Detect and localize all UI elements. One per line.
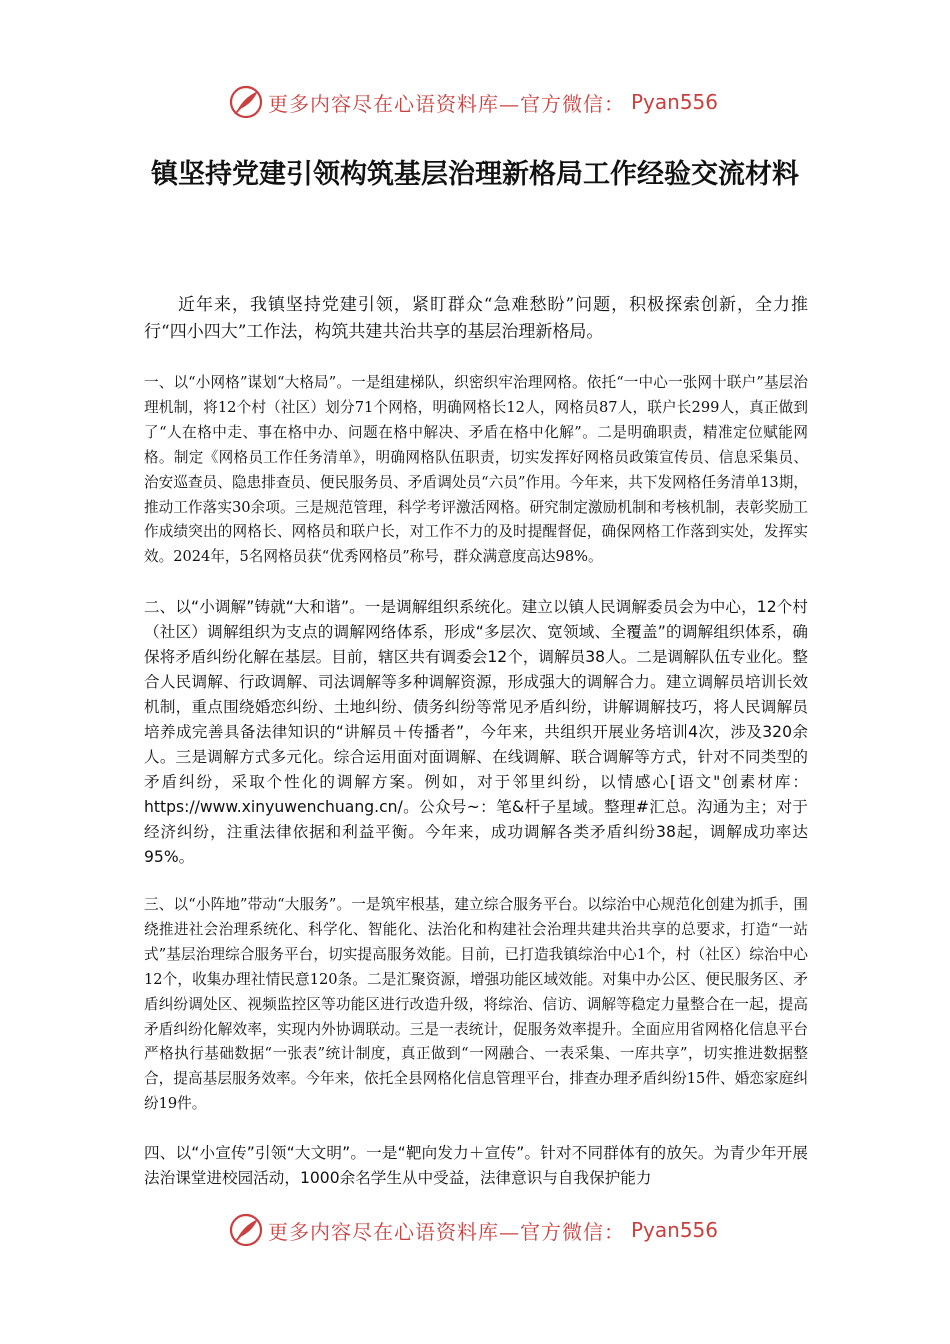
banner-text: 更多内容尽在心语资料库—官方微信：: [268, 1219, 625, 1244]
section-1-paragraph: 一、以“小网格”谋划“大格局”。一是组建梯队，织密织牢治理网格。依托“一中心一张网十联户”基层治理机制，将12个村（社区）划分71个网格，明确网格长12人，网格员87人，联户长299人，真正做到了“人在格中走、事在格中办、问题在格中解决、矛盾在格中化解”。二是明确职责，精准定位赋能网格。制定《网格员工作任务清单》，明确网格队伍职责，切实发挥好网格员政策宣传员、信息采集员、治安巡查员、隐患排查员、便民服务员、矛盾调处员“六员”作用。今年来，共下发网格任务清单13期，推动工作落实30余项。三是规范管理，科学考评激活网格。研究制定激励机制和考核机制，表彰奖励工作成绩突出的网格长、网格员和联户长，对工作不力的及时提醒督促，确保网格工作落到实处，发挥实效。2024年，5名网格员获“优秀网格员”称号，群众满意度高达98%。: [144, 374, 808, 566]
feather-pen-logo-icon: [228, 1212, 264, 1248]
watermark-banner-top: [0, 82, 950, 122]
intro-paragraph: 近年来，我镇坚持党建引领，紧盯群众“急难愁盼”问题，积极探索创新，全力推行“四小四大”工作法，构筑共建共治共享的基层治理新格局。: [144, 295, 808, 342]
banner-wechat-id: Pyan556: [631, 1218, 719, 1242]
watermark-banner-bottom: [0, 1210, 950, 1250]
section-2-paragraph: 二、以“小调解”铸就“大和谐”。一是调解组织系统化。建立以镇人民调解委员会为中心，12个村（社区）调解组织为支点的调解网络体系，形成“多层次、宽领域、全覆盖”的调解组织体系，确保将矛盾纠纷化解在基层。目前，辖区共有调委会12个，调解员38人。二是调解队伍专业化。整合人民调解、行政调解、司法调解等多种调解资源，形成强大的调解合力。建立调解员培训长效机制，重点围绕婚恋纠纷、土地纠纷、债务纠纷等常见矛盾纠纷，讲解调解技巧，将人民调解员培养成完善具备法律知识的“讲解员＋传播者”，今年来，共组织开展业务培训4次，涉及320余人。三是调解方式多元化。综合运用面对面调解、在线调解、联合调解等方式，针对不同类型的矛盾纠纷，采取个性化的调解方案。例如，对于邻里纠纷，以情感心[语文"创素材库：https://www.xinyuwenchuang.cn/。公众号~：笔&杆子星域。整理#汇总。沟通为主；对于经济纠纷，注重法律依据和利益平衡。今年来，成功调解各类矛盾纠纷38起，调解成功率达95%。: [144, 598, 808, 866]
banner-wechat-id: Pyan556: [631, 90, 719, 114]
banner-text: 更多内容尽在心语资料库—官方微信：: [268, 91, 625, 116]
section-4-paragraph: 四、以“小宣传”引领“大文明”。一是“靶向发力＋宣传”。针对不同群体有的放矢。为青少年开展法治课堂进校园活动，1000余名学生从中受益，法律意识与自我保护能力: [144, 1144, 808, 1187]
feather-pen-logo-icon: [228, 84, 264, 120]
section-3-paragraph: 三、以“小阵地”带动“大服务”。一是筑牢根基，建立综合服务平台。以综治中心规范化创建为抓手，围绕推进社会治理系统化、科学化、智能化、法治化和构建社会治理共建共治共享的总要求，打造“一站式”基层治理综合服务平台，切实提高服务效能。目前，已打造我镇综治中心1个，村（社区）综治中心12个，收集办理社情民意120条。二是汇聚资源，增强功能区域效能。对集中办公区、便民服务区、矛盾纠纷调处区、视频监控区等功能区进行改造升级，将综治、信访、调解等稳定力量整合在一起，提高矛盾纠纷化解效率，实现内外协调联动。三是一表统计，促服务效率提升。全面应用省网格化信息平台严格执行基础数据“一张表”统计制度，真正做到“一网融合、一表采集、一库共享”，切实推进数据整合，提高基层服务效率。今年来，依托全县网格化信息管理平台，排查办理矛盾纠纷15件、婚恋家庭纠纷19件。: [144, 896, 808, 1113]
document-title: 镇坚持党建引领构筑基层治理新格局工作经验交流材料: [151, 159, 799, 190]
